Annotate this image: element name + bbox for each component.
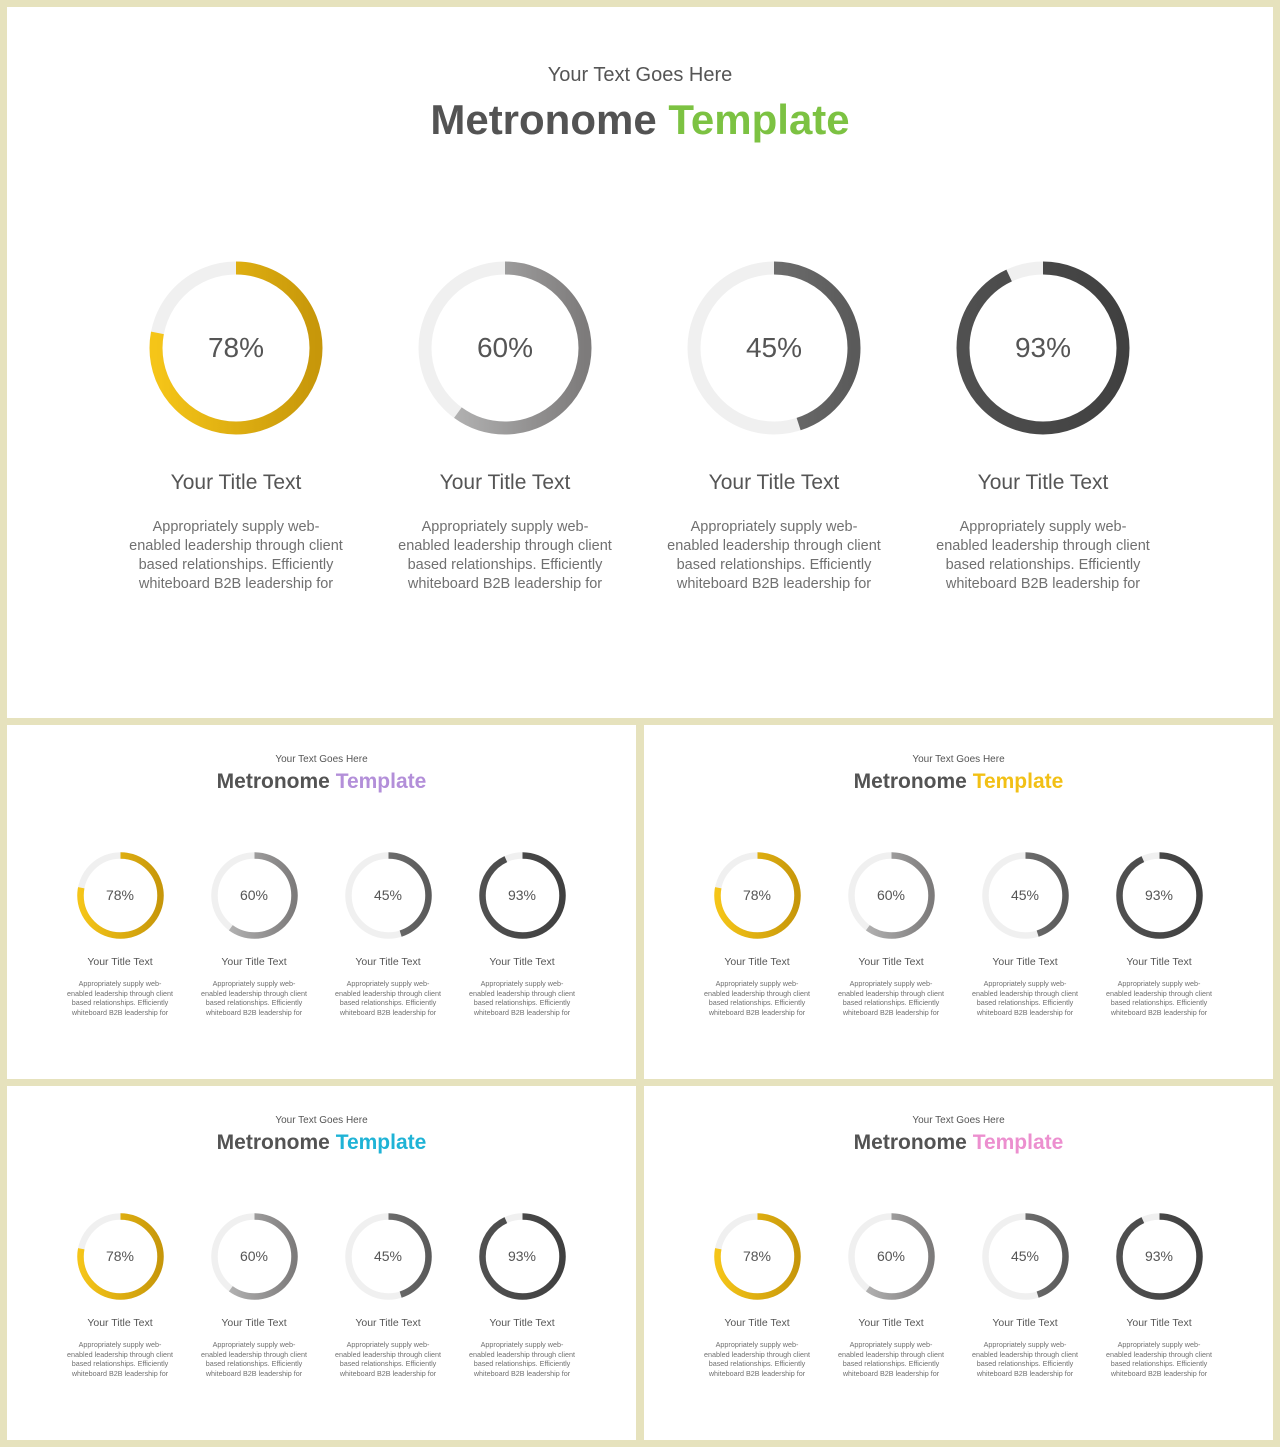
item-title: Your Title Text [355,956,421,968]
item-description-line: whiteboard B2B leadership for [676,576,872,592]
item-description-line: whiteboard B2B leadership for [945,576,1141,592]
item-description-line: enabled leadership through client [469,1349,575,1359]
donut-percent-label: 45% [1010,886,1040,903]
slide-variant-yellow [644,725,1273,1079]
item-description-line: based relationships. Efficiently [71,998,169,1007]
donut-percent-label: 78% [105,1247,135,1264]
slide-variant-purple [7,725,636,1079]
donut-percent-label: 45% [1010,1247,1040,1264]
item-description-line: Appropriately supply web- [1117,1340,1201,1349]
slide-variant-pink [644,1086,1273,1440]
item-description [963,979,1088,1017]
title-main: Metronome [430,96,657,143]
item-title: Your Title Text [489,1317,555,1329]
item-description-line: whiteboard B2B leadership for [842,1007,940,1017]
item-title: Your Title Text [724,956,790,968]
item-title: Your Title Text [170,471,302,494]
item-title: Your Title Text [489,956,555,968]
donut-percent-label: 93% [507,1247,537,1264]
item-description-line: enabled leadership through client [838,1349,944,1359]
item-description-line: based relationships. Efficiently [842,998,940,1007]
donut-percent-label: 60% [476,332,534,364]
item-title: Your Title Text [355,1317,421,1329]
slide-title [7,96,1273,144]
item-description-line: whiteboard B2B leadership for [205,1368,303,1378]
donut-percent-label: 60% [876,1247,906,1264]
slide-title [644,1131,1273,1155]
donut-percent-label: 45% [373,886,403,903]
item-description-line: based relationships. Efficiently [205,998,303,1007]
item-description-line: based relationships. Efficiently [138,557,334,573]
item-description-line: enabled leadership through client [335,988,441,998]
title-main: Metronome [853,1131,967,1154]
item-description-line: whiteboard B2B leadership for [339,1007,437,1017]
item-description-line: Appropriately supply web- [346,1340,430,1349]
item-description-line: whiteboard B2B leadership for [1110,1007,1208,1017]
item-description-line: based relationships. Efficiently [473,1359,571,1368]
donut-percent-label: 78% [207,332,265,364]
item-description-line: whiteboard B2B leadership for [339,1368,437,1378]
item-description-line: enabled leadership through client [838,988,944,998]
item-description [326,979,451,1017]
item-description-line: Appropriately supply web- [849,979,933,988]
item-title: Your Title Text [221,1317,287,1329]
item-description-line: Appropriately supply web- [212,1340,296,1349]
item-title: Your Title Text [977,471,1109,494]
item-description [380,518,630,594]
item-description-line: based relationships. Efficiently [708,1359,806,1368]
item-description-line: Appropriately supply web- [983,1340,1067,1349]
item-description-line: based relationships. Efficiently [708,998,806,1007]
item-title: Your Title Text [87,956,153,968]
donut-percent-label: 93% [1014,332,1072,364]
item-description-line: enabled leadership through client [67,1349,173,1359]
title-accent: Template [668,96,850,143]
item-description-line: based relationships. Efficiently [339,1359,437,1368]
item-description-line: Appropriately supply web- [715,1340,799,1349]
donut-percent-label: 93% [507,886,537,903]
item-description [829,979,954,1017]
donut-percent-label: 93% [1144,886,1174,903]
item-description-line: based relationships. Efficiently [205,1359,303,1368]
donut-percent-label: 93% [1144,1247,1174,1264]
item-description [649,518,899,594]
slide-subtitle: Your Text Goes Here [547,64,733,86]
slide-subtitle: Your Text Goes Here [912,1115,1005,1126]
item-description-line: based relationships. Efficiently [976,998,1074,1007]
item-description-line: Appropriately supply web- [421,519,589,535]
item-description-line: Appropriately supply web- [480,1340,564,1349]
item-description-line: based relationships. Efficiently [71,1359,169,1368]
item-description-line: whiteboard B2B leadership for [842,1368,940,1378]
item-description-line: based relationships. Efficiently [945,557,1141,573]
item-title: Your Title Text [858,956,924,968]
item-description [111,518,361,594]
item-title: Your Title Text [439,471,571,494]
item-description-line: enabled leadership through client [398,538,612,554]
item-description-line: based relationships. Efficiently [676,557,872,573]
item-description-line: enabled leadership through client [129,538,343,554]
item-title: Your Title Text [858,1317,924,1329]
item-description-line: whiteboard B2B leadership for [138,576,334,592]
item-description-line: enabled leadership through client [201,1349,307,1359]
item-description-line: whiteboard B2B leadership for [708,1368,806,1378]
item-description-line: enabled leadership through client [972,988,1078,998]
item-title: Your Title Text [708,471,840,494]
title-main: Metronome [853,770,967,793]
item-description-line: based relationships. Efficiently [407,557,603,573]
donut-percent-label: 78% [742,1247,772,1264]
item-description-line: whiteboard B2B leadership for [205,1007,303,1017]
item-description [460,979,585,1017]
item-description-line: Appropriately supply web- [346,979,430,988]
slide-subtitle: Your Text Goes Here [912,754,1005,765]
item-title: Your Title Text [87,1317,153,1329]
item-description-line: whiteboard B2B leadership for [71,1007,169,1017]
item-title: Your Title Text [724,1317,790,1329]
item-description-line: based relationships. Efficiently [1110,1359,1208,1368]
item-description-line: based relationships. Efficiently [1110,998,1208,1007]
item-description-line: Appropriately supply web- [959,519,1127,535]
item-description-line: enabled leadership through client [704,1349,810,1359]
item-description [460,1340,585,1378]
item-description-line: Appropriately supply web- [78,1340,162,1349]
donut-percent-label: 78% [742,886,772,903]
item-description-line: whiteboard B2B leadership for [1110,1368,1208,1378]
item-description-line: whiteboard B2B leadership for [976,1368,1074,1378]
donut-percent-label: 60% [239,1247,269,1264]
item-description-line: enabled leadership through client [201,988,307,998]
item-description [695,1340,820,1378]
item-description-line: enabled leadership through client [1106,1349,1212,1359]
slide-title [644,770,1273,794]
slide-title [7,1131,636,1155]
item-description-line: whiteboard B2B leadership for [473,1368,571,1378]
item-description-line: Appropriately supply web- [690,519,858,535]
donut-percent-label: 45% [745,332,803,364]
title-accent: Template [335,1131,427,1154]
item-description-line: whiteboard B2B leadership for [473,1007,571,1017]
item-description [829,1340,954,1378]
item-description-line: whiteboard B2B leadership for [976,1007,1074,1017]
item-description [1097,1340,1222,1378]
donut-percent-label: 60% [876,886,906,903]
item-description-line: Appropriately supply web- [152,519,320,535]
slide-main [7,7,1273,718]
slide-title [7,770,636,794]
item-description-line: enabled leadership through client [469,988,575,998]
title-main: Metronome [216,770,330,793]
item-description-line: whiteboard B2B leadership for [708,1007,806,1017]
item-description-line: enabled leadership through client [936,538,1150,554]
item-description-line: enabled leadership through client [1106,988,1212,998]
item-description-line: Appropriately supply web- [480,979,564,988]
slide-subtitle: Your Text Goes Here [275,754,368,765]
item-description-line: Appropriately supply web- [78,979,162,988]
item-title: Your Title Text [992,1317,1058,1329]
item-description-line: enabled leadership through client [704,988,810,998]
item-description [58,979,183,1017]
item-title: Your Title Text [992,956,1058,968]
item-description-line: based relationships. Efficiently [976,1359,1074,1368]
item-description-line: Appropriately supply web- [715,979,799,988]
item-description-line: whiteboard B2B leadership for [407,576,603,592]
item-description-line: based relationships. Efficiently [842,1359,940,1368]
donut-percent-label: 60% [239,886,269,903]
item-description-line: Appropriately supply web- [212,979,296,988]
item-description-line: Appropriately supply web- [983,979,1067,988]
item-description [963,1340,1088,1378]
item-title: Your Title Text [221,956,287,968]
item-title: Your Title Text [1126,956,1192,968]
item-description [695,979,820,1017]
title-accent: Template [972,1131,1064,1154]
item-description [192,979,317,1017]
item-description-line: enabled leadership through client [335,1349,441,1359]
item-description-line: Appropriately supply web- [1117,979,1201,988]
item-description [192,1340,317,1378]
item-description-line: enabled leadership through client [972,1349,1078,1359]
item-title: Your Title Text [1126,1317,1192,1329]
donut-percent-label: 78% [105,886,135,903]
title-main: Metronome [216,1131,330,1154]
item-description-line: based relationships. Efficiently [473,998,571,1007]
item-description [1097,979,1222,1017]
item-description-line: whiteboard B2B leadership for [71,1368,169,1378]
title-accent: Template [335,770,427,793]
item-description-line: Appropriately supply web- [849,1340,933,1349]
donut-percent-label: 45% [373,1247,403,1264]
item-description-line: based relationships. Efficiently [339,998,437,1007]
slide-subtitle: Your Text Goes Here [275,1115,368,1126]
item-description-line: enabled leadership through client [667,538,881,554]
item-description [58,1340,183,1378]
item-description [326,1340,451,1378]
slide-variant-blue [7,1086,636,1440]
item-description [918,518,1168,594]
title-accent: Template [972,770,1064,793]
item-description-line: enabled leadership through client [67,988,173,998]
